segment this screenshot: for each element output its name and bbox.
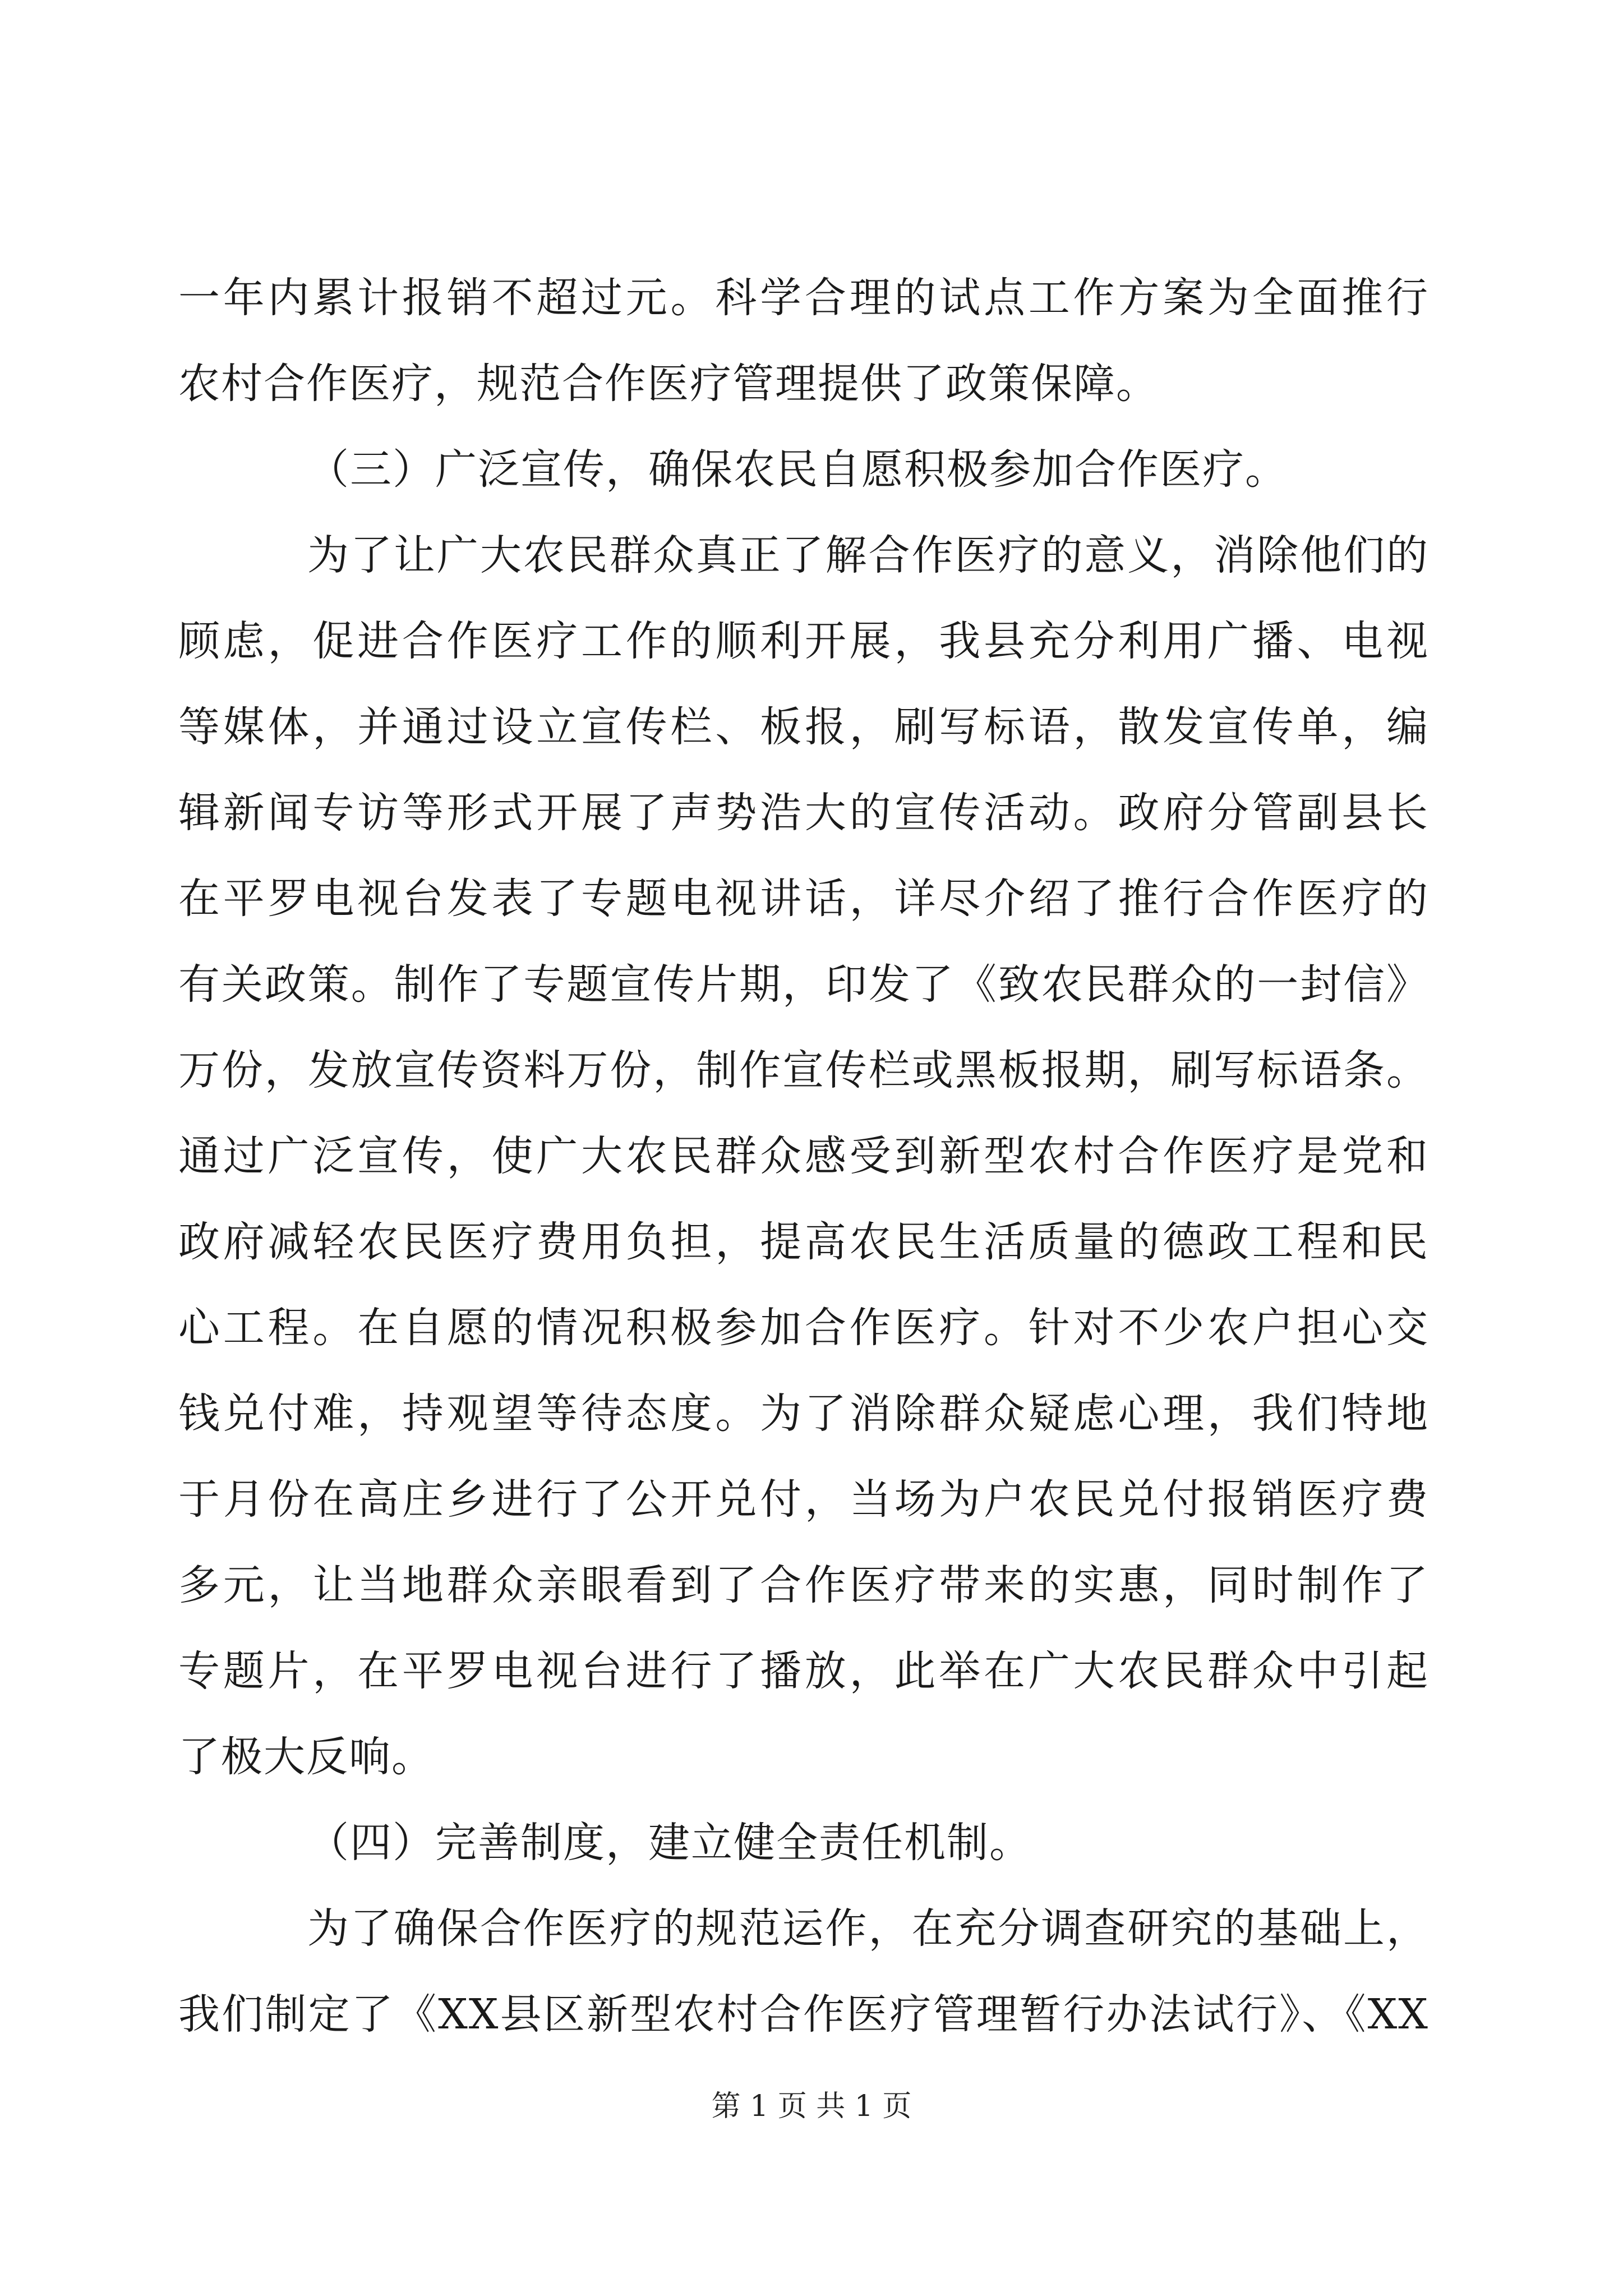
- text-line: （四）完善制度，建立健全责任机制。: [307, 1819, 1032, 1867]
- text-line: 政府减轻农民医疗费用负担，提高农民生活质量的德政工程和民: [178, 1218, 1429, 1266]
- text-line: 万份，发放宣传资料万份，制作宣传栏或黑板报期，刷写标语条。: [178, 1046, 1429, 1094]
- text-line: 有关政策。制作了专题宣传片期，印发了《致农民群众的一封信》: [178, 960, 1429, 1009]
- text-line: 辑新闻专访等形式开展了声势浩大的宣传活动。政府分管副县长: [178, 789, 1429, 837]
- text-line: 为了让广大农民群众真正了解合作医疗的意义，消除他们的: [307, 531, 1429, 579]
- text-line: 等媒体，并通过设立宣传栏、板报，刷写标语，散发宣传单，编: [178, 703, 1429, 751]
- text-line: 在平罗电视台发表了专题电视讲话，详尽介绍了推行合作医疗的: [178, 875, 1429, 923]
- page-footer: 第 1 页 共 1 页: [711, 2090, 912, 2123]
- text-line: 一年内累计报销不超过元。科学合理的试点工作方案为全面推行: [178, 274, 1429, 322]
- text-line: 为了确保合作医疗的规范运作，在充分调查研究的基础上，: [307, 1904, 1429, 1953]
- text-line: 通过广泛宣传，使广大农民群众感受到新型农村合作医疗是党和: [178, 1132, 1429, 1180]
- text-line: 多元，让当地群众亲眼看到了合作医疗带来的实惠，同时制作了: [178, 1561, 1429, 1609]
- text-line: 钱兑付难，持观望等待态度。为了消除群众疑虑心理，我们特地: [178, 1389, 1429, 1438]
- text-line: 了极大反响。: [178, 1733, 434, 1781]
- text-line: 我们制定了《XX县区新型农村合作医疗管理暂行办法试行》、《XX: [178, 1990, 1429, 2039]
- text-line: 心工程。在自愿的情况积极参加合作医疗。针对不少农户担心交: [178, 1304, 1429, 1352]
- text-line: 农村合作医疗，规范合作医疗管理提供了政策保障。: [178, 360, 1159, 408]
- text-line: 于月份在高庄乡进行了公开兑付，当场为户农民兑付报销医疗费: [178, 1475, 1429, 1524]
- text-line: 顾虑，促进合作医疗工作的顺利开展，我县充分利用广播、电视: [178, 617, 1429, 665]
- text-line: （三）广泛宣传，确保农民自愿积极参加合作医疗。: [307, 445, 1288, 494]
- document-body: [178, 255, 1429, 2058]
- text-line: 专题片，在平罗电视台进行了播放，此举在广大农民群众中引起: [178, 1647, 1429, 1695]
